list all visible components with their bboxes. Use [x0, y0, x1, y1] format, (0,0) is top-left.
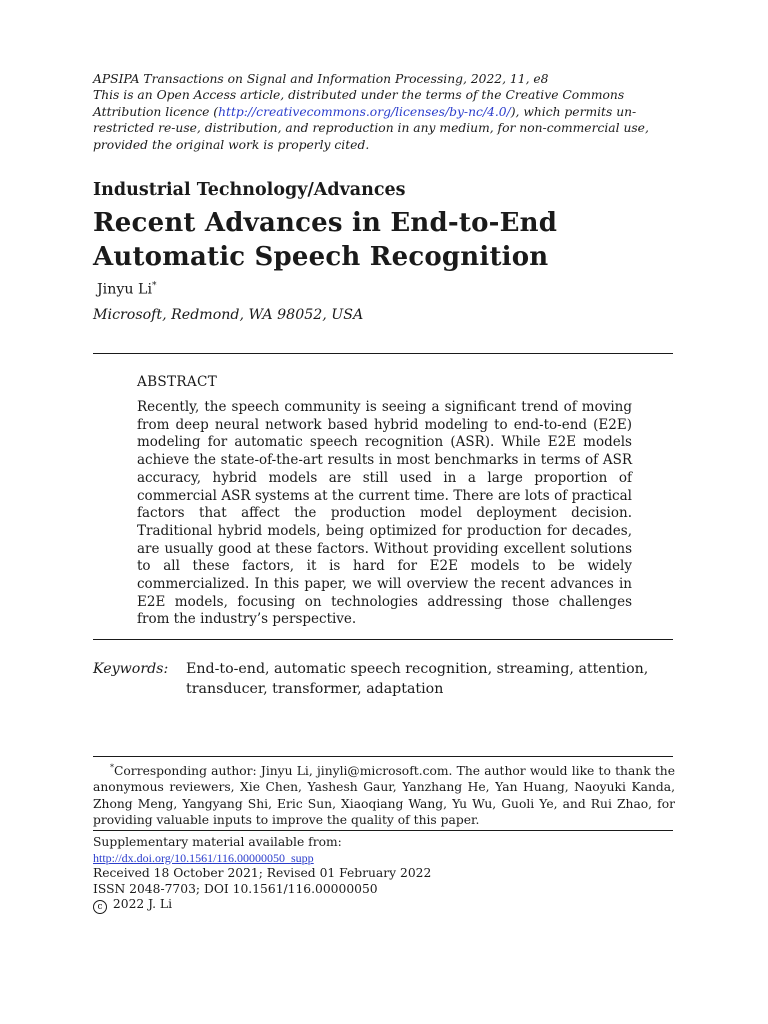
copyright-text: 2022 J. Li — [112, 897, 173, 912]
supplementary-link[interactable]: http://dx.doi.org/10.1561/116.00000050_supp — [93, 850, 314, 865]
license-link[interactable]: http://creativecommons.org/licenses/by-nc/4.0/ — [218, 104, 511, 119]
copyright-line — [93, 897, 673, 914]
license-line-1: This is an Open Access article, distributed under the terms of the Creative Commons — [93, 88, 625, 103]
license-line-4: provided the original work is properly cited. — [93, 137, 370, 152]
abstract-bottom-rule — [93, 639, 673, 640]
abstract-heading: ABSTRACT — [137, 374, 218, 390]
footnote-text: Corresponding author: Jinyu Li, jinyli@microsoft.com. The author would like to thank the anonymous reviewers, Xie Chen, Yashesh Gaur, Yanzhang He, Yan Huang, Naoyuki Kanda, Zhong Meng, Yangyang Shi, Eric Sun, Xiaoqiang Wang, Yu Wu, Guoli Ye, and Rui Zhao, for providing valuable inputs to improve the quality of this paper. — [93, 764, 675, 827]
paper-title — [93, 206, 557, 274]
affiliation: Microsoft, Redmond, WA 98052, USA — [93, 307, 364, 323]
footnote-rule — [93, 756, 673, 757]
footnote-content — [93, 760, 675, 828]
title-line-1: Recent Advances in End-to-End — [93, 208, 558, 238]
author-footnote-marker: * — [151, 281, 157, 291]
supplementary-label: Supplementary material available from: — [93, 835, 342, 849]
journal-citation: APSIPA Transactions on Signal and Information Processing, 2022, 11, e8 — [93, 72, 549, 86]
keywords-label: Keywords: — [93, 661, 169, 677]
license-line-2-end: ), which permits un- — [510, 104, 637, 119]
title-line-2: Automatic Speech Recognition — [93, 242, 549, 272]
received-dates: Received 18 October 2021; Revised 01 February 2022 — [93, 866, 432, 881]
license-line-3: restricted re-use, distribution, and reproduction in any medium, for non-commercial use, — [93, 121, 649, 136]
footnote-marker: * — [110, 763, 114, 772]
publication-info — [93, 835, 673, 914]
author-name: Jinyu Li — [97, 281, 152, 298]
abstract-top-rule — [93, 353, 673, 354]
author — [97, 281, 156, 298]
section-label: Industrial Technology/Advances — [93, 180, 406, 200]
copyright-icon: c — [93, 900, 107, 914]
journal-header — [93, 71, 681, 153]
abstract-body: Recently, the speech community is seeing a significant trend of moving from deep neural network based hybrid modeling to end-to-end (E2E) modeling for automatic speech recognition (ASR). While E2E models achieve the state-of-the-art results in most benchmarks in terms of ASR accuracy, hybrid models are still used in a large proportion of commercial ASR systems at the current time. There are lots of practical factors that affect the production model deployment decision. Traditional hybrid models, being optimized for production for decades, are usually good at these factors. Without providing excellent solutions to all these factors, it is hard for E2E models to be widely commercialized. In this paper, we will overview the recent advances in E2E models, focusing on technologies addressing those challenges from the industry’s perspective. — [137, 399, 632, 628]
license-line-2 — [93, 104, 681, 120]
keywords-text: End-to-end, automatic speech recognition, streaming, attention, transducer, transformer, adaptation — [186, 661, 649, 697]
supplementary-rule — [93, 830, 673, 831]
license-line-2-start: Attribution licence ( — [93, 104, 219, 119]
issn-doi: ISSN 2048-7703; DOI 10.1561/116.00000050 — [93, 881, 378, 896]
footnote — [93, 760, 675, 828]
